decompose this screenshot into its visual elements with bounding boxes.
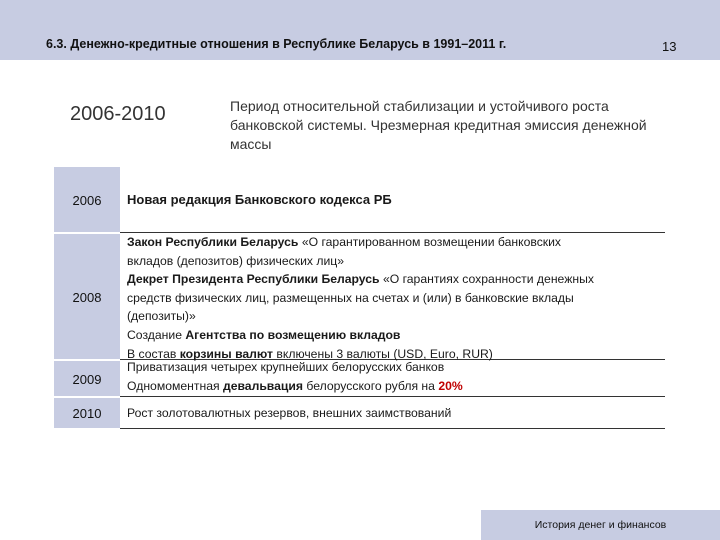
bold-text: Декрет Президента Республики Беларусь (127, 272, 380, 287)
bold-text: Закон Республики Беларусь (127, 235, 299, 249)
year-cell-2009: 2009 (54, 361, 120, 397)
event-cell-2009 (127, 358, 672, 395)
event-text: Одномоментная (127, 378, 223, 393)
event-line (127, 191, 672, 210)
event-text: Создание (127, 327, 186, 342)
event-text: белорусского рубля на (303, 378, 439, 393)
event-line (127, 252, 672, 271)
event-line (127, 377, 672, 396)
event-text: В состав (127, 346, 180, 361)
bold-text: Агентства по возмещению вкладов (185, 327, 401, 342)
event-cell-2008 (127, 233, 672, 363)
highlight-value: 20% (438, 378, 463, 393)
bold-text: девальвация (222, 378, 304, 393)
event-text: вкладов (депозитов) физических лиц» (127, 253, 345, 268)
event-line (127, 307, 672, 326)
event-line (127, 270, 672, 289)
event-cell-2010 (127, 404, 672, 423)
event-line (127, 233, 672, 252)
year-cell-2006: 2006 (54, 167, 120, 233)
slide-title: 6.3. Денежно-кредитные отношения в Республике Беларусь в 1991–2011 г. (46, 37, 507, 51)
row-divider (120, 396, 665, 397)
row-divider (120, 428, 665, 429)
period-description: Период относительной стабилизации и устойчивого роста банковской системы. Чрезмерная кредитная эмиссия денежной массы (230, 98, 647, 152)
event-text: Рост золотовалютных резервов, внешних заимствований (127, 406, 452, 420)
year-cell-2008: 2008 (54, 234, 120, 360)
event-text: средств физических лиц, размещенных на счетах и (или) в банковские вклады (127, 290, 574, 305)
event-text: Приватизация четырех крупнейших белорусских банков (127, 360, 445, 374)
event-cell-2006 (127, 191, 672, 210)
page-number: 13 (662, 39, 677, 54)
event-line (127, 358, 672, 377)
period-label: 2006-2010 (70, 103, 166, 125)
event-text: (депозиты)» (127, 309, 196, 324)
bold-text: корзины валют (179, 346, 274, 361)
event-line (127, 289, 672, 308)
header-bar (0, 0, 720, 60)
year-cell-2010: 2010 (54, 398, 120, 428)
event-line (127, 404, 672, 423)
event-text: «О гарантиях сохранности денежных (379, 272, 594, 287)
event-text: «О гарантированном возмещении банковских (298, 235, 562, 249)
footer-label: История денег и финансов (481, 510, 720, 540)
bold-text: Новая редакция Банковского кодекса РБ (127, 192, 392, 207)
event-text: включены 3 валюты (USD, Euro, RUR) (273, 346, 493, 361)
event-line (127, 326, 672, 345)
